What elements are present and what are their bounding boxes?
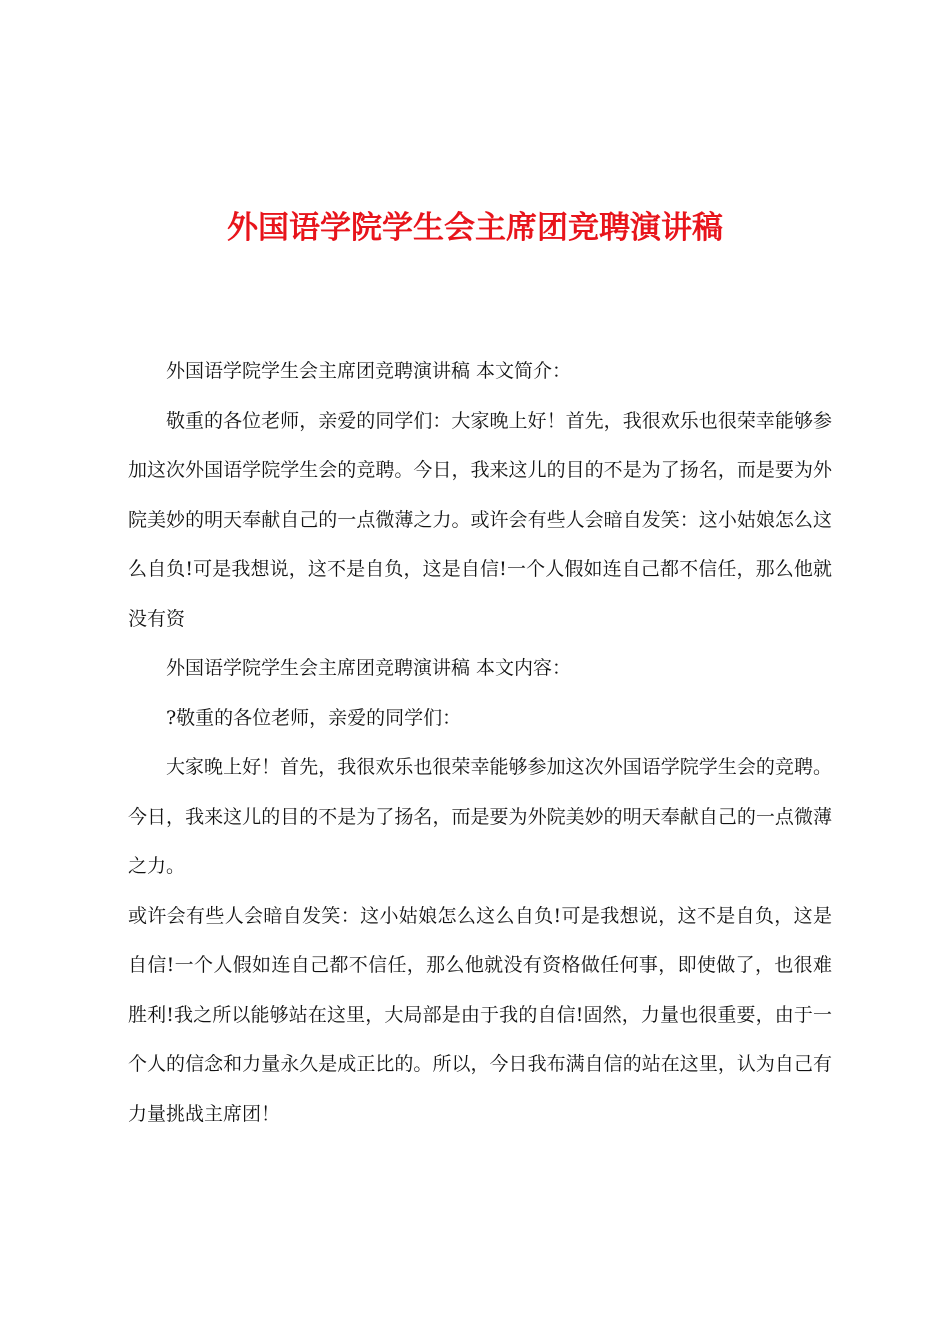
paragraph-greeting: ?敬重的各位老师，亲爱的同学们： [166, 706, 462, 729]
paragraph-content-heading: 外国语学院学生会主席团竞聘演讲稿 本文内容： [166, 657, 572, 679]
paragraph-summary-heading: 外国语学院学生会主席团竞聘演讲稿 本文简介： [166, 360, 572, 382]
paragraph-summary: 敬重的各位老师，亲爱的同学们：大家晚上好！首先，我很欢乐也很荣幸能够参加这次外国语学院学生会的竞聘。今日，我来这儿的目的不是为了扬名，而是要为外院美妙的明天奉献自己的一点微薄之力。或许会有些人会暗自发笑：这小姑娘怎么这么自负!可是我想说，这不是自负，这是自信!一个人假如连自己都不信任，那么他就没有资 [128, 409, 832, 630]
paragraph-confidence: 或许会有些人会暗自发笑：这小姑娘怎么这么自负!可是我想说，这不是自负，这是自信!一个人假如连自己都不信任，那么他就没有资格做任何事，即使做了，也很难胜利!我之所以能够站在这里，大局部是由于我的自信!固然，力量也很重要，由于一个人的信念和力量永久是成正比的。所以，今日我布满自信的站在这里，认为自己有力量挑战主席团！ [128, 904, 832, 1125]
document-title: 外国语学院学生会主席团竞聘演讲稿 [227, 210, 723, 246]
document-body [128, 347, 832, 1139]
paragraph-opening: 大家晚上好！首先，我很欢乐也很荣幸能够参加这次外国语学院学生会的竞聘。今日，我来这儿的目的不是为了扬名，而是要为外院美妙的明天奉献自己的一点微薄之力。 [128, 756, 832, 877]
